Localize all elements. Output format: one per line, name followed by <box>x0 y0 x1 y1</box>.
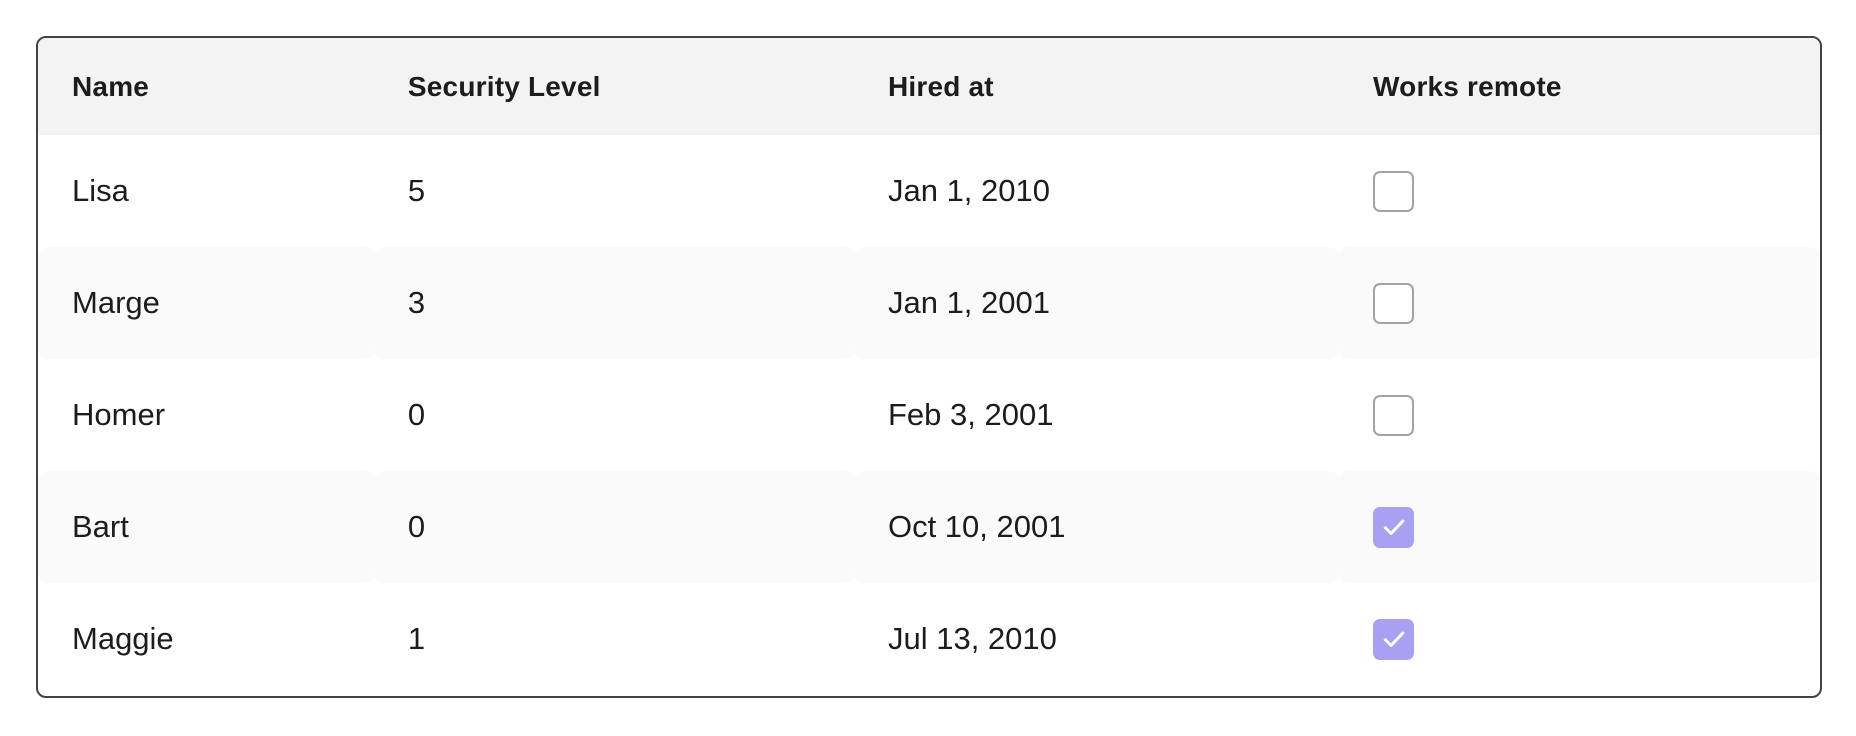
cell-name: Lisa <box>38 135 374 247</box>
cell-name: Maggie <box>38 583 374 695</box>
cell-security-level: 5 <box>374 135 854 247</box>
cell-hired-at: Jul 13, 2010 <box>854 583 1339 695</box>
check-icon <box>1380 625 1408 653</box>
table-row <box>38 583 1820 695</box>
works-remote-checkbox[interactable] <box>1373 395 1414 436</box>
table-header-row <box>38 38 1820 135</box>
table-body <box>38 135 1820 695</box>
cell-works-remote <box>1339 471 1820 583</box>
works-remote-checkbox[interactable] <box>1373 171 1414 212</box>
column-header-hired-at: Hired at <box>854 38 1339 135</box>
cell-security-level: 3 <box>374 247 854 359</box>
cell-works-remote <box>1339 583 1820 695</box>
table-row <box>38 359 1820 471</box>
check-icon <box>1380 513 1408 541</box>
table-row <box>38 135 1820 247</box>
cell-works-remote <box>1339 359 1820 471</box>
table-row <box>38 247 1820 359</box>
cell-hired-at: Feb 3, 2001 <box>854 359 1339 471</box>
works-remote-checkbox[interactable] <box>1373 283 1414 324</box>
column-header-security-level: Security Level <box>374 38 854 135</box>
cell-name: Bart <box>38 471 374 583</box>
cell-hired-at: Jan 1, 2010 <box>854 135 1339 247</box>
employee-table-card <box>36 36 1822 698</box>
cell-works-remote <box>1339 247 1820 359</box>
table-row <box>38 471 1820 583</box>
cell-security-level: 0 <box>374 359 854 471</box>
cell-security-level: 1 <box>374 583 854 695</box>
cell-hired-at: Oct 10, 2001 <box>854 471 1339 583</box>
column-header-name: Name <box>38 38 374 135</box>
cell-hired-at: Jan 1, 2001 <box>854 247 1339 359</box>
works-remote-checkbox[interactable] <box>1373 619 1414 660</box>
employee-table <box>38 38 1820 695</box>
works-remote-checkbox[interactable] <box>1373 507 1414 548</box>
cell-name: Homer <box>38 359 374 471</box>
cell-name: Marge <box>38 247 374 359</box>
column-header-works-remote: Works remote <box>1339 38 1820 135</box>
table-header <box>38 38 1820 135</box>
cell-works-remote <box>1339 135 1820 247</box>
cell-security-level: 0 <box>374 471 854 583</box>
